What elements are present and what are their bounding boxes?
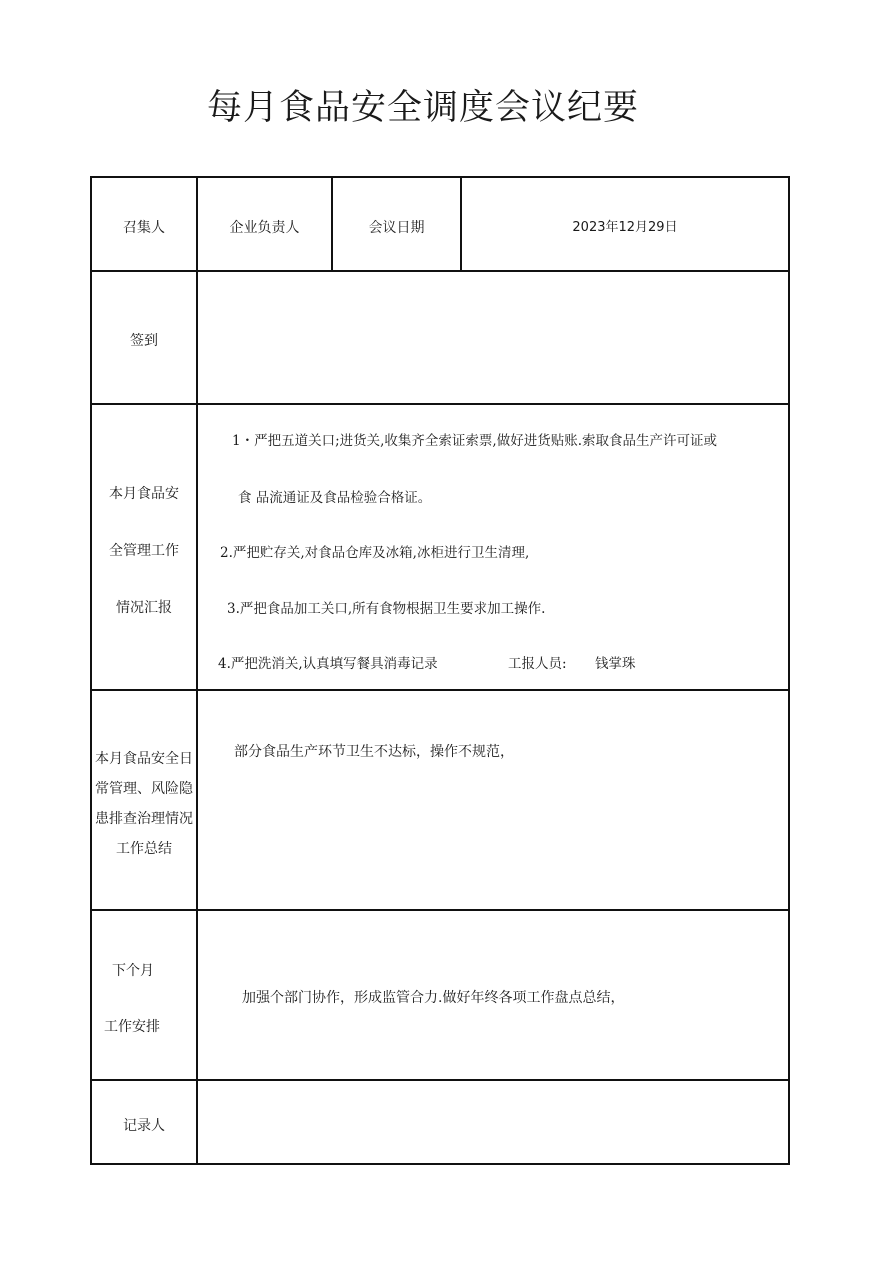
work-report-label-line: 情况汇报 bbox=[116, 600, 172, 616]
daily-management-label-line: 常管理、风险隐 bbox=[95, 781, 193, 797]
daily-management-label-line: 工作总结 bbox=[116, 841, 172, 857]
next-month-label-line: 下个月 bbox=[112, 963, 154, 979]
work-report-item: 1・严把五道关口;进货关,收集齐全索证索票,做好进货贴账.索取食品生产许可证或 bbox=[232, 433, 718, 449]
meeting-date-label: 会议日期 bbox=[368, 220, 425, 236]
reporter-name: 钱掌珠 bbox=[595, 656, 636, 672]
signin-label: 签到 bbox=[130, 333, 158, 349]
next-month-label-line: 工作安排 bbox=[104, 1019, 160, 1035]
meeting-date-value: 2023年12月29日 bbox=[572, 220, 678, 235]
work-report-item: 4.严把洗消关,认真填写餐具消毒记录 bbox=[218, 656, 438, 672]
daily-management-label-line: 患排查治理情况 bbox=[95, 811, 193, 827]
daily-management-content: 部分食品生产环节卫生不达标，操作不规范， bbox=[234, 744, 514, 760]
page-title: 每月食品安全调度会议纪要 bbox=[206, 88, 639, 128]
work-report-label-line: 全管理工作 bbox=[109, 543, 179, 559]
convener-value: 企业负责人 bbox=[229, 220, 300, 236]
minutes-table bbox=[90, 176, 790, 1165]
recorder-label: 记录人 bbox=[123, 1118, 165, 1134]
work-report-item: 食 品流通证及食品检验合格证。 bbox=[238, 490, 432, 506]
work-report-label-line: 本月食品安 bbox=[109, 486, 179, 502]
next-month-content: 加强个部门协作，形成监管合力.做好年终各项工作盘点总结， bbox=[242, 990, 625, 1006]
convener-label: 召集人 bbox=[123, 220, 165, 236]
work-report-item: 3.严把食品加工关口,所有食物根据卫生要求加工操作. bbox=[227, 601, 546, 617]
work-report-item: 2.严把贮存关,对食品仓库及冰箱,冰柜进行卫生清理, bbox=[220, 545, 530, 561]
daily-management-label-line: 本月食品安全日 bbox=[95, 751, 193, 767]
reporter-label: 工报人员: bbox=[508, 656, 567, 672]
label-column-divider bbox=[196, 178, 198, 1163]
